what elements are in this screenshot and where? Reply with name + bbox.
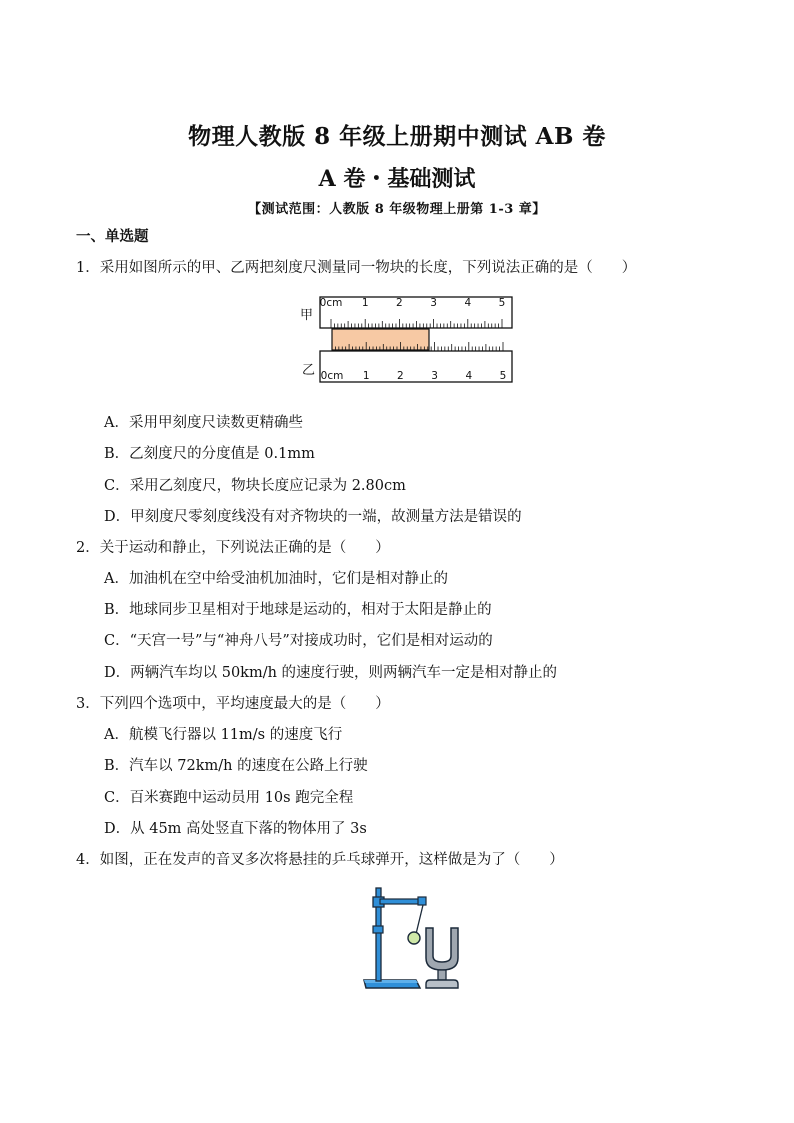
- ruler-tick-label: 0cm: [320, 370, 344, 382]
- ruler-a: [320, 297, 512, 328]
- ruler-tick-label: 1: [361, 297, 369, 309]
- q2-option-b: B．地球同步卫星相对于地球是运动的，相对于太阳是静止的: [104, 602, 492, 618]
- ruler-tick-label: 2: [397, 370, 404, 382]
- ruler-tick-label: 0cm: [319, 297, 343, 309]
- question-3-stem: 3．下列四个选项中，平均速度最大的是（ ）: [76, 696, 390, 712]
- tuning-fork-figure: [360, 882, 470, 992]
- ruler-figure: [298, 294, 518, 386]
- q1-option-a: A．采用甲刻度尺读数更精确些: [104, 415, 303, 431]
- q2-option-a: A．加油机在空中给受油机加油时，它们是相对静止的: [104, 571, 448, 587]
- question-2-stem: 2．关于运动和静止，下列说法正确的是（ ）: [76, 540, 390, 556]
- q3-option-b: B．汽车以 72km/h 的速度在公路上行驶: [104, 758, 368, 774]
- ping-pong-ball: [408, 932, 420, 944]
- ruler-tick-label: 4: [465, 370, 473, 382]
- ruler-tick-label: 4: [464, 297, 472, 309]
- ruler-a-label: 甲: [300, 308, 314, 323]
- q1-option-b: B．乙刻度尺的分度值是 0.1mm: [104, 446, 315, 462]
- q1-option-d: D．甲刻度尺零刻度线没有对齐物块的一端，故测量方法是错误的: [104, 509, 522, 525]
- ruler-b: [320, 351, 512, 382]
- q3-option-c: C．百米赛跑中运动员用 10s 跑完全程: [104, 790, 354, 806]
- ruler-tick-label: 3: [431, 370, 438, 382]
- page-subtitle: A 卷・基础测试: [318, 166, 476, 192]
- q3-option-a: A．航模飞行器以 11m/s 的速度飞行: [104, 727, 343, 743]
- q2-option-c: C．“天宫一号”与“神舟八号”对接成功时，它们是相对运动的: [104, 633, 493, 649]
- stand-arm: [380, 899, 420, 904]
- ruler-tick-label: 3: [430, 297, 437, 309]
- test-scope: 【测试范围：人教版 8 年级物理上册第 1-3 章】: [248, 202, 546, 217]
- ruler-tick-label: 5: [498, 297, 506, 309]
- ruler-b-label: 乙: [302, 363, 316, 378]
- fork-stand: [426, 980, 458, 988]
- q3-option-d: D．从 45m 高处竖直下落的物体用了 3s: [104, 821, 367, 837]
- ruler-tick-label: 5: [499, 370, 507, 382]
- ruler-tick-label: 2: [396, 297, 403, 309]
- section-heading: 一、单选题: [76, 228, 149, 245]
- q1-option-c: C．采用乙刻度尺，物块长度应记录为 2.80cm: [104, 478, 406, 494]
- string: [416, 905, 423, 934]
- tuning-fork: [426, 928, 458, 970]
- question-4-stem: 4．如图，正在发声的音叉多次将悬挂的乒乓球弹开，这样做是为了（ ）: [76, 852, 564, 868]
- question-1-stem: 1．采用如图所示的甲、乙两把刻度尺测量同一物块的长度，下列说法正确的是（ ）: [76, 260, 637, 276]
- page-title: 物理人教版 8 年级上册期中测试 AB 卷: [188, 123, 606, 150]
- q2-option-d: D．两辆汽车均以 50km/h 的速度行驶，则两辆汽车一定是相对静止的: [104, 665, 558, 681]
- ruler-tick-label: 1: [362, 370, 370, 382]
